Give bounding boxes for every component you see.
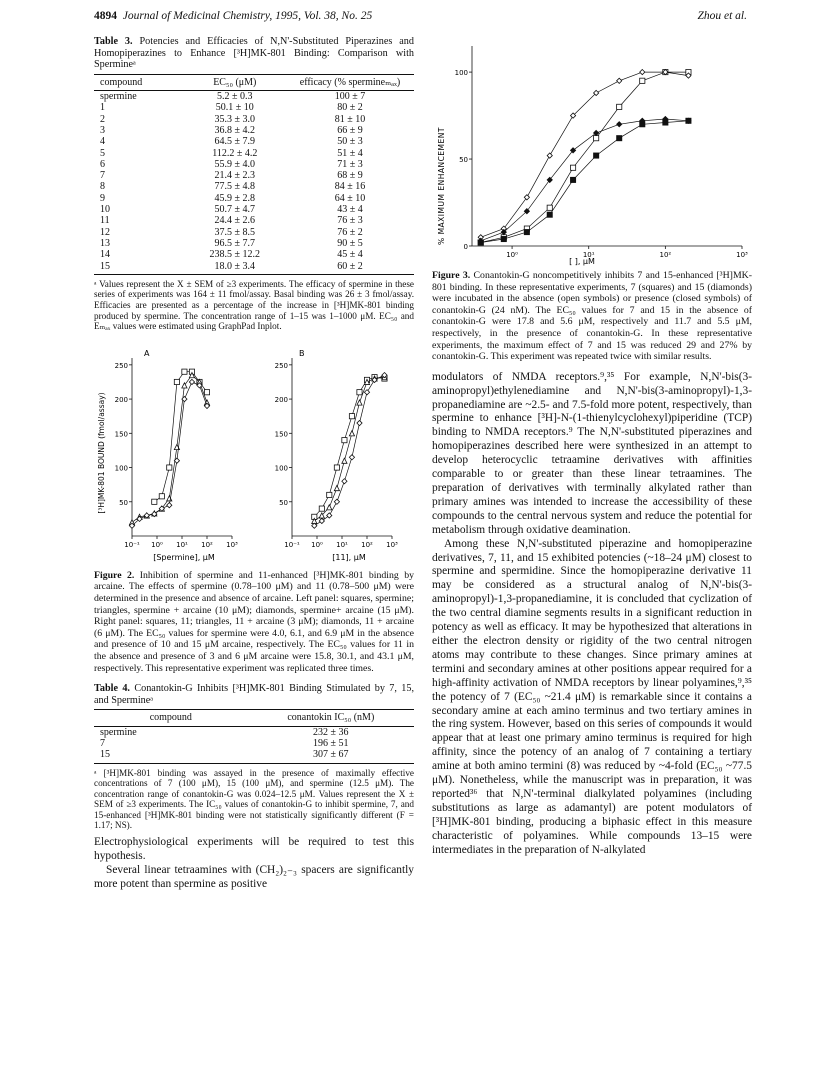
data-point	[617, 136, 622, 141]
panel-b	[275, 358, 398, 549]
table3-row-cell: 8	[100, 181, 105, 193]
data-point	[342, 478, 347, 483]
table3-row	[94, 227, 414, 238]
table3-row-cell: 76 ± 2	[337, 226, 363, 238]
table3-row-cell: 66 ± 9	[337, 124, 363, 136]
table3-col-compound: compound	[94, 74, 184, 90]
table4-row	[94, 738, 414, 749]
table4-row-cell: spermine	[100, 726, 137, 738]
figure3-caption-label: Figure 3.	[432, 270, 471, 281]
table3-title-text: Potencies and Efficacies of N,N'-Substituted Piperazines and Homopiperazines to Enhance [³H]MK-801 Binding: Comparison with Spermineᵃ	[94, 36, 414, 71]
table3-row-cell: 18.0 ± 3.4	[184, 261, 286, 275]
table3-row-cell: 96.5 ± 7.7	[214, 237, 256, 249]
data-point	[547, 212, 552, 217]
table3-row	[94, 114, 414, 125]
table3-row-cell: 71 ± 3	[337, 158, 363, 170]
data-point	[357, 420, 362, 425]
x-tick-label: 10²	[361, 540, 373, 549]
data-point	[640, 78, 645, 83]
y-tick-label: 100	[274, 464, 288, 473]
running-header	[94, 10, 747, 26]
y-tick-label: 250	[114, 361, 128, 370]
table4-title-text: Conantokin-G Inhibits [³H]MK-801 Binding Stimulated by 7, 15, and Spermineᵃ	[94, 683, 414, 706]
table4-row-cell: 307 ± 67	[248, 749, 414, 763]
table3-row-cell: 24.4 ± 2.6	[214, 215, 256, 227]
table3-row-cell: 60 ± 2	[286, 261, 414, 275]
table3-row-cell: 6	[100, 158, 105, 170]
x-tick-label: 10⁻¹	[284, 540, 300, 549]
header-authors: Zhou et al.	[697, 10, 747, 22]
table4-row-cell: 196 ± 51	[313, 737, 349, 749]
table3-row	[94, 102, 414, 113]
x-tick-label: 10³	[736, 251, 748, 259]
table3-row-cell: 11	[100, 215, 110, 227]
right-column	[432, 36, 752, 857]
table3-row	[94, 159, 414, 170]
series-line	[314, 377, 384, 521]
left-body-text	[94, 836, 414, 892]
fig2-y-axis-label: [³H]MK-801 BOUND (fmol/assay)	[97, 392, 106, 514]
data-point	[349, 431, 354, 436]
x-tick-label: 10²	[659, 251, 672, 259]
right-paragraph-1: modulators of NMDA receptors.⁹,³⁵ For example, N,N'-bis(3-aminopropyl)ethylenediamine and N,N'-bis(3-aminopropyl)-1,3-propanediamine are ~2.5- and 7.5-fold more potent, respectively, than spermine to enhance [³H]-N-(1-thienylcyclohexyl)piperidine (TCP) binding to NMDA receptors.⁹ The N,N'-substituted piperazines and homopiperazines described here were synthesized in an attempt to develop heterocyclic tetraamine derivatives with affinities comparable to or greater than these linear tetraamines. The preparation of derivatives with terminally alkylated rather than primary amines was intended to increase the accessibility of these compounds to the central nervous system and reduce the potential for metabolism through oxidative deamination.	[432, 370, 752, 536]
table3-row-cell: 1	[100, 102, 105, 114]
data-point	[204, 389, 209, 394]
figure2-caption-text: Inhibition of spermine and 11-enhanced [³H]MK-801 binding by arcaine. The effects of spermine (0.78–100 μM) and 11 (0.78–500 μM) were determined in the presence and absence of arcaine. Left panel: squares, spermine; triangles, spermine + arcaine (10 μM); diamonds, spermine+ arcaine (15 μM). Right panel: squares, 11; triangles, 11 + arcaine (3 μM); diamonds, 11 + arcaine (6 μM). The EC₅₀ values for spermine were 4.0, 6.1, and 6.9 μM in the absence and presence of 10 and 15 μM arcaine, respectively. The EC₅₀ values for 11 in the absence and presence of 3 and 6 μM arcaine were 15.8, 30.1, and 43.1 μM, respectively. This representative experiment was replicated three times.	[94, 569, 414, 674]
series-line	[481, 119, 689, 241]
table3-row-cell: 13	[100, 237, 110, 249]
table3-row-cell: 37.5 ± 8.5	[214, 226, 256, 238]
x-tick-label: 10³	[226, 540, 238, 549]
table3-row-cell: 100 ± 7	[334, 91, 366, 103]
table3-row-cell: 81 ± 10	[334, 113, 366, 125]
fig3-plot-area	[455, 46, 748, 259]
table3-row-cell: 4	[100, 136, 105, 148]
data-point	[334, 499, 339, 504]
table3-row	[94, 181, 414, 192]
left-paragraph-2: Several linear tetraamines with (CH₂)₂₋₃ spacers are significantly more potent than spermine as positive	[94, 863, 414, 890]
table4-footnote: ᵃ [³H]MK-801 binding was assayed in the presence of maximally effective concentrations of 7 (100 μM), 15 (100 μM), and spermine (12.5 μM). The concentration range of conantokin-G was 0.024–12.5 μM. Values represent the X ± SEM of ≥3 experiments. The IC₅₀ values of conantokin-G to inhibit spermine, 7, and 15-enhanced [³H]MK-801 binding were not statistically significantly different (F = 1.17; NS).	[94, 767, 414, 831]
fig2-x-label-b: [11], μM	[332, 552, 366, 562]
table3-row	[94, 193, 414, 204]
data-point	[501, 236, 506, 241]
series-line	[481, 121, 689, 243]
data-point	[182, 383, 187, 388]
table3-row	[94, 170, 414, 181]
x-tick-label: 10¹	[336, 540, 348, 549]
data-point	[167, 465, 172, 470]
x-tick-label: 10²	[201, 540, 213, 549]
x-tick-label: 10³	[386, 540, 398, 549]
table3-row-cell: 21.4 ± 2.3	[214, 170, 256, 182]
table3-row-cell: 45 ± 4	[337, 249, 363, 261]
y-tick-label: 200	[274, 395, 288, 404]
page-number: 4894	[94, 10, 117, 22]
data-point	[547, 153, 552, 158]
table3-row	[94, 215, 414, 226]
x-tick-label: 10¹	[176, 540, 188, 549]
table3-row-cell: 14	[100, 249, 110, 261]
figure3-caption	[432, 270, 752, 363]
panel-a-label: A	[144, 348, 150, 358]
table3-row	[94, 204, 414, 215]
data-point	[349, 413, 354, 418]
table3-row-cell: 64.5 ± 7.9	[214, 136, 256, 148]
fig2-x-label-a: [Spermine], μM	[153, 552, 215, 562]
table3-title	[94, 36, 414, 71]
y-tick-label: 100	[114, 464, 128, 473]
fig3-x-label: [ ], μM	[569, 257, 595, 266]
data-point	[342, 437, 347, 442]
figure2-caption-label: Figure 2.	[94, 569, 135, 581]
table3-row-cell: 50 ± 3	[337, 136, 363, 148]
table3-row-cell: 50.7 ± 4.7	[214, 204, 256, 216]
x-tick-label: 10⁰	[151, 540, 163, 549]
table3-row-cell: 9	[100, 192, 105, 204]
data-point	[357, 389, 362, 394]
data-point	[334, 465, 339, 470]
table3-row	[94, 125, 414, 136]
table4-header-row	[94, 710, 414, 726]
data-point	[189, 379, 194, 384]
series-line	[314, 377, 384, 517]
data-point	[547, 205, 552, 210]
fig3-y-axis-label: % MAXIMUM ENHANCEMENT	[437, 127, 446, 245]
data-point	[617, 104, 622, 109]
table3-row-cell: 36.8 ± 4.2	[214, 124, 256, 136]
series-line	[481, 72, 689, 242]
figure2-chart	[94, 338, 414, 568]
table4-col-ic50: conantokin IC₅₀ (nM)	[248, 710, 414, 726]
table3-row	[94, 249, 414, 260]
y-tick-label: 50	[459, 156, 468, 165]
table3-row-cell: 90 ± 5	[337, 237, 363, 249]
data-point	[640, 69, 645, 74]
table3-row	[94, 238, 414, 249]
header-left	[94, 10, 372, 22]
table3-row-cell: 7	[100, 170, 105, 182]
table3-row-cell: 55.9 ± 4.0	[214, 158, 256, 170]
table4-row	[94, 726, 414, 738]
table4-body	[94, 726, 414, 763]
table3-col-ec50: EC₅₀ (μM)	[184, 74, 286, 90]
table4-title-label: Table 4.	[94, 683, 130, 695]
table3-row-cell: 10	[100, 204, 110, 216]
data-point	[152, 499, 157, 504]
table4-row-cell: 232 ± 36	[313, 726, 349, 738]
table3	[94, 74, 414, 275]
table3-row	[94, 261, 414, 275]
fig2-plot-area	[115, 358, 398, 549]
series-line	[154, 371, 207, 501]
table3-row-cell: 112.2 ± 4.2	[212, 147, 258, 159]
table3-footnote: ᵃ Values represent the X ± SEM of ≥3 experiments. The efficacy of spermine in these series of experiments was 164 ± 11 fmol/assay. Basal binding was 26 ± 3 fmol/assay. Efficacies are presented as a percentage of the increase in [³H]MK-801 binding produced by spermine. The concentration range of 1–15 was 1–1000 μM. EC₅₀ and Eₘₐₓ values were estimated using GraphPad Inplot.	[94, 278, 414, 332]
y-tick-label: 0	[463, 243, 468, 251]
right-paragraph-2: Among these N,N'-substituted piperazine and homopiperazine derivatives, 7, 11, and 15 exhibited potencies (~18–24 μM) closest to spermine and spermidine. Since the homopiperazine derivative 11 may be considered as a structural analog of N,N'-bis(3-aminopropyl)-1,3-propanediamine, it is concluded that cyclization of the two central diamine segments results in a significant reduction in potency as well as efficacy. It may be hypothesized that alterations in either the electron density or rigidity of the two central nitrogen atoms may contribute to these changes. Since primary amines at termini and secondary amines at other positions appear required for a high-affinity activation of NMDA receptors by linear polyamines,⁹,³⁵ the potency of 7 (EC₅₀ ~21.4 μM) is remarkable since it contains a secondary amine at each amino terminus and two tertiary amines in the ring system. However, based on this series of compounds it would appear that at least one primary amino terminus is required for high affinity, since the potency of an analog of 7 containing a tertiary amine at both amino termini (8) was reduced by ~4-fold (EC₅₀ ~77.5 μM). Nonetheless, while the manuscript was in preparation, it was reported³⁶ that N,N'-terminal dialkylated polyamines (including substitutions as large as adamantyl) are potent modulators of [³H]MK-801 binding, producing a biphasic effect in this measure characteristic of polyamines. While compounds 13–15 were intermediates in the preparation of N-alkylated	[432, 537, 752, 856]
data-point	[594, 136, 599, 141]
figure3-chart	[432, 36, 752, 268]
table3-row-cell: 80 ± 2	[337, 102, 363, 114]
data-point	[182, 369, 187, 374]
table3-row-cell: 43 ± 4	[337, 204, 363, 216]
figure3-panel	[455, 46, 748, 259]
data-point	[342, 458, 347, 463]
table4-col-compound: compound	[94, 710, 248, 726]
figure3-caption-text: Conantokin-G noncompetitively inhibits 7 and 15-enhanced [³H]MK-801 binding. In these representative experiments, 7 (squares) and 15 (diamonds) were incubated in the absence (open symbols) or presence (closed symbols) of conantokin-G (24 nM). The EC₅₀ values for 7 and 15 in the absence of conantokin-G were 17.8 and 5.6 μM, respectively and 11.7 and 5.5 μM, respectively, in the presence of conantokin-G. In these representative experiments, the maximum effect of 7 and 15 was reduced 29 and 27% by conantokin-G. This experiment was repeated twice with similar results.	[432, 270, 752, 363]
table3-col-efficacy: efficacy (% spermineₘₐₓ)	[286, 74, 414, 90]
left-column	[94, 36, 414, 892]
data-point	[334, 485, 339, 490]
journal-name: Journal of Medicinal Chemistry, 1995, Vol. 38, No. 25	[122, 10, 373, 22]
figure2-caption	[94, 570, 414, 674]
table3-row-cell: 5	[100, 147, 105, 159]
table3-row-cell: 15	[94, 261, 184, 275]
data-point	[524, 229, 529, 234]
table4-row-cell: 7	[100, 737, 105, 749]
table3-row-cell: 77.5 ± 4.8	[214, 181, 256, 193]
table3-row-cell: 51 ± 4	[337, 147, 363, 159]
table3-row-cell: 45.9 ± 2.8	[214, 192, 256, 204]
table3-row-cell: 50.1 ± 10	[215, 102, 254, 114]
y-tick-label: 100	[454, 69, 468, 78]
y-tick-label: 50	[279, 498, 288, 507]
data-point	[327, 492, 332, 497]
table4-title	[94, 683, 414, 706]
panel-a	[115, 358, 238, 549]
table3-row-cell: 76 ± 3	[337, 215, 363, 227]
table3-row-cell: 2	[100, 113, 105, 125]
table4-row-cell: 15	[94, 749, 248, 763]
data-point	[570, 177, 575, 182]
table3-row-cell: 238.5 ± 12.2	[209, 249, 261, 261]
table3-row-cell: 84 ± 16	[334, 181, 366, 193]
data-point	[319, 518, 324, 523]
data-point	[167, 502, 172, 507]
data-point	[357, 400, 362, 405]
table3-title-label: Table 3.	[94, 36, 133, 47]
data-point	[174, 379, 179, 384]
data-point	[349, 454, 354, 459]
x-tick-label: 10⁰	[311, 540, 323, 549]
x-tick-label: 10¹	[582, 251, 595, 259]
data-point	[159, 493, 164, 498]
table3-row-cell: spermine	[100, 91, 137, 103]
data-point	[570, 165, 575, 170]
data-point	[327, 513, 332, 518]
table3-row	[94, 91, 414, 103]
table3-row-cell: 12	[100, 226, 110, 238]
data-point	[594, 153, 599, 158]
table3-row-cell: 5.2 ± 0.3	[217, 91, 253, 103]
x-tick-label: 10⁻¹	[124, 540, 140, 549]
table4	[94, 709, 414, 763]
table4-row	[94, 749, 414, 763]
x-tick-label: 10⁰	[506, 251, 518, 259]
data-point	[327, 504, 332, 509]
y-tick-label: 50	[119, 498, 128, 507]
y-tick-label: 250	[274, 361, 288, 370]
y-tick-label: 150	[274, 430, 288, 439]
table3-row-cell: 64 ± 10	[334, 192, 366, 204]
table3-header-row	[94, 74, 414, 90]
data-point	[524, 195, 529, 200]
data-point	[364, 389, 369, 394]
table3-row-cell: 3	[100, 124, 105, 136]
table3-row-cell: 68 ± 9	[337, 170, 363, 182]
y-tick-label: 200	[114, 395, 128, 404]
data-point	[617, 122, 622, 127]
table3-row	[94, 148, 414, 159]
series-line	[481, 72, 689, 237]
table3-row	[94, 136, 414, 147]
data-point	[319, 506, 324, 511]
table3-body	[94, 91, 414, 275]
left-paragraph-1: Electrophysiological experiments will be required to test this hypothesis.	[94, 836, 414, 862]
panel-b-label: B	[299, 348, 305, 358]
table3-row-cell: 35.3 ± 3.0	[214, 113, 256, 125]
right-body-text	[432, 371, 752, 858]
y-tick-label: 150	[114, 430, 128, 439]
data-point	[594, 130, 599, 135]
data-point	[617, 78, 622, 83]
